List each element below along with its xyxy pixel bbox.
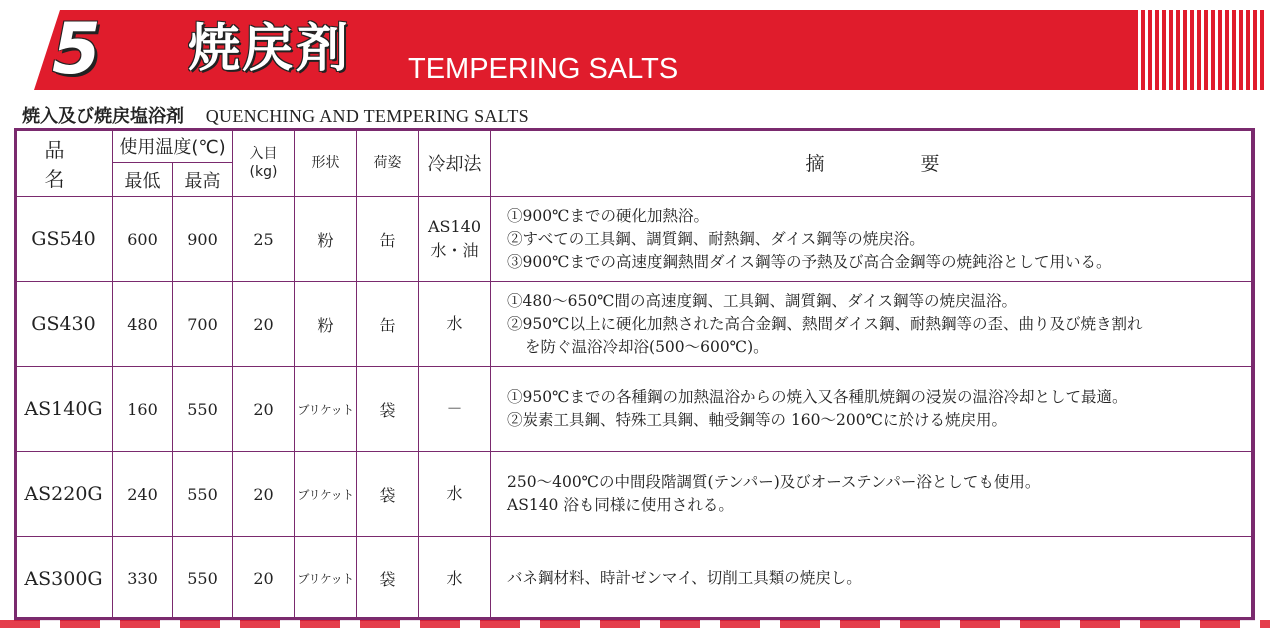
form: ブリケット [295,367,357,452]
cooling-method: － [419,367,491,452]
summary-line: ②すべての工具鋼、調質鋼、耐熱鋼、ダイス鋼等の焼戻浴。 [507,229,925,248]
header-temp-max: 最高 [173,163,233,197]
weight: 20 [233,282,295,367]
header-product-name: 品 名 [15,129,113,197]
summary-line: ①900℃までの硬化加熱浴。 [507,206,709,225]
temp-max: 550 [173,537,233,621]
cooling-method: 水 [419,282,491,367]
weight: 20 [233,452,295,537]
product-name: GS540 [15,197,113,282]
temp-min: 240 [113,452,173,537]
weight: 25 [233,197,295,282]
summary-line: ①950℃までの各種鋼の加熱温浴からの焼入又各種肌焼鋼の浸炭の温浴冷却として最適。 [507,388,1128,406]
summary-line: を防ぐ温浴冷却浴(500～600℃)。 [525,337,769,356]
header-cooling: 冷却法 [419,129,491,197]
cooling-method: 水 [419,537,491,621]
subtitle-en: QUENCHING AND TEMPERING SALTS [205,106,529,126]
product-name: AS140G [15,367,113,452]
weight: 20 [233,537,295,621]
temp-min: 330 [113,537,173,621]
cooling-method: 水 [419,452,491,537]
temp-max: 550 [173,367,233,452]
packaging: 缶 [357,282,419,367]
product-name: AS220G [15,452,113,537]
temp-min: 160 [113,367,173,452]
summary-line: ①480～650℃間の高速度鋼、工具鋼、調質鋼、ダイス鋼等の焼戻温浴。 [507,291,1018,310]
header-temp-range: 使用温度(℃) [113,129,233,163]
summary-line: AS140 浴も同様に使用される。 [507,496,734,514]
packaging: 袋 [357,452,419,537]
header-summary-b: 要 [920,153,940,175]
page-title-en: TEMPERING SALTS [408,53,679,85]
banner-stripes [1134,10,1264,90]
table-outer-frame [14,128,1254,620]
cooling-line: 水・油 [430,241,479,260]
form: 粉 [295,282,357,367]
packaging: 袋 [357,367,419,452]
summary-line: ②炭素工具鋼、特殊工具鋼、軸受鋼等の 160～200℃に於ける焼戻用。 [507,411,1007,429]
temp-min: 480 [113,282,173,367]
header-weight-unit: (kg) [249,163,278,180]
temp-min: 600 [113,197,173,282]
section-number: 5 [52,8,101,90]
bottom-decoration [0,620,1270,628]
header-banner [0,0,1270,94]
header-packaging: 荷姿 [357,129,419,197]
page-title-jp: 焼戻剤 [188,19,351,79]
summary-line: バネ鋼材料、時計ゼンマイ、切削工具類の焼戻し。 [507,569,862,587]
form: ブリケット [295,452,357,537]
header-temp-min: 最低 [113,163,173,197]
product-name: GS430 [15,282,113,367]
packaging: 袋 [357,537,419,621]
header-form: 形状 [295,129,357,197]
header-weight-label: 入目 [249,145,278,162]
summary-line: ③900℃までの高速度鋼熱間ダイス鋼等の予熱及び高合金鋼等の焼鈍浴として用いる。 [507,252,1112,271]
summary-line: 250～400℃の中間段階調質(テンパー)及びオーステンパー浴としても使用。 [507,473,1041,491]
section-subtitle [22,104,529,129]
weight: 20 [233,367,295,452]
cooling-line: AS140 [427,217,482,236]
temp-max: 900 [173,197,233,282]
subtitle-jp: 焼入及び焼戻塩浴剤 [22,106,184,127]
summary-line: ②950℃以上に硬化加熱された高合金鋼、熱間ダイス鋼、耐熱鋼等の歪、曲り及び焼き割れ [507,314,1143,333]
packaging: 缶 [357,197,419,282]
form: 粉 [295,197,357,282]
temp-max: 550 [173,452,233,537]
product-name: AS300G [15,537,113,621]
form: ブリケット [295,537,357,621]
header-summary-a: 摘 [805,153,825,175]
temp-max: 700 [173,282,233,367]
